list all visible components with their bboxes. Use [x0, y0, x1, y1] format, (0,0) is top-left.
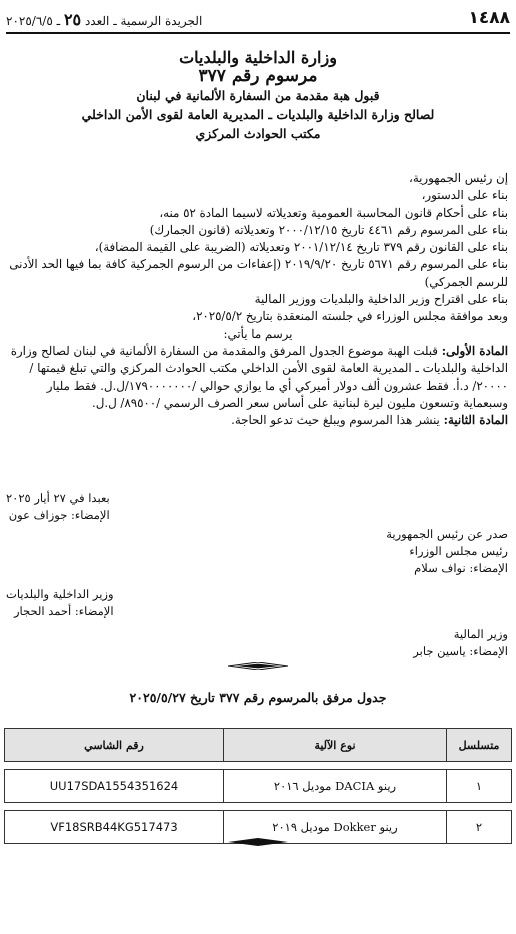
- annex-table: [4, 728, 512, 844]
- decree-titles: [10, 48, 506, 143]
- article-2-text: ينشر هذا المرسوم ويبلغ حيث تدعو الحاجة.: [231, 413, 444, 428]
- interior-minister-signature-block: [6, 586, 114, 620]
- preamble-line: إن رئيس الجمهورية،: [409, 171, 508, 185]
- pm-signature-block: [386, 526, 508, 577]
- finance-minister-title: وزير المالية: [453, 627, 508, 641]
- issue-date: ـ ٢٠٢٥/٦/٥: [6, 14, 61, 28]
- cell-serial: ٢: [447, 811, 512, 844]
- preamble-line: بناء على المرسوم رقم ٤٤٦١ تاريخ ٢٠٠٠/١٢/١٥ وتعديلاته (قانون الجمارك): [149, 222, 508, 237]
- article-1-label: المادة الأولى:: [441, 343, 508, 358]
- decree-formula: يرسم ما يأتي:: [223, 326, 293, 341]
- issued-by: صدر عن رئيس الجمهورية: [386, 527, 508, 541]
- cell-vehicle-type: رينو DACIA موديل ٢٠١٦: [224, 770, 447, 803]
- preamble-line: بناء على المرسوم رقم ٥٦٧١ تاريخ ٢٠١٩/٩/٢٠ (إعفاءات من الرسوم الجمركية كافة بما فيها الحد الأدنى للرسم الجمركي): [9, 257, 508, 289]
- cell-chassis: UU17SDA1554351624: [5, 770, 224, 803]
- signing-date: بعبدا في ٢٧ أيار ٢٠٢٥: [6, 491, 110, 505]
- subject-line-3: مكتب الحوادث المركزي: [195, 126, 321, 141]
- table-spacer: [5, 803, 512, 811]
- cell-chassis: VF18SRB44KG517473: [5, 811, 224, 844]
- section-divider-icon: [228, 662, 288, 670]
- ministry-title: وزارة الداخلية والبلديات: [179, 48, 337, 67]
- cell-vehicle-type: رينو Dokker موديل ٢٠١٩: [224, 811, 447, 844]
- president-signature-block: [6, 490, 110, 524]
- finance-minister-signature-block: [413, 626, 508, 660]
- column-header-vehicle-type: نوع الآلية: [224, 729, 447, 762]
- finance-minister-signature: الإمضاء: ياسين جابر: [413, 644, 508, 658]
- table-row: [5, 770, 512, 803]
- preamble-line: بناء على أحكام قانون المحاسبة العمومية وتعديلاته لاسيما المادة ٥٢ منه،: [159, 205, 508, 220]
- page-number: ١٤٨٨: [468, 8, 510, 28]
- issue-number: ٢٥: [63, 10, 82, 29]
- preamble-line: بناء على اقتراح وزير الداخلية والبلديات ووزير المالية: [254, 292, 508, 307]
- pm-signature: الإمضاء: نواف سلام: [414, 561, 508, 575]
- gazette-name: الجريدة الرسمية ـ العدد: [84, 14, 203, 28]
- column-header-serial: متسلسل: [447, 729, 512, 762]
- article-1-text: قبلت الهبة موضوع الجدول المرفق والمقدمة من السفارة الألمانية في لبنان لصالح وزارة الداخلية والبلديات ـ المديرية العامة لقوى الأمن الداخلي مكتب الحوادث المركزي والتي تبلغ قيمتها /٢٠٠٠٠/ د.أ. فقط عشرون ألف دولار أميركي أي ما يوازي حوالي /١٧٩٠٠٠٠٠٠٠/ل.ل. فقط مليار وسبعماية وتسعون مليون ليرة لبنانية على أساس سعر الصرف الرسمي /٨٩٥٠٠/ ل.ل.: [10, 343, 508, 410]
- preamble-line: بناء على القانون رقم ٣٧٩ تاريخ ٢٠٠١/١٢/١٤ وتعديلاته (الضريبة على القيمة المضافة)،: [94, 240, 508, 255]
- pm-title: رئيس مجلس الوزراء: [409, 544, 508, 558]
- gazette-issue-line: [6, 10, 202, 29]
- interior-minister-title: وزير الداخلية والبلديات: [6, 587, 114, 601]
- interior-minister-signature: الإمضاء: أحمد الحجار: [13, 604, 114, 618]
- table-spacer: [5, 762, 512, 770]
- article-2-label: المادة الثانية:: [443, 413, 508, 428]
- end-divider-icon: [228, 838, 288, 846]
- decree-number: مرسوم رقم ٣٧٧: [198, 66, 318, 86]
- column-header-chassis: رقم الشاسي: [5, 729, 224, 762]
- article-1: [8, 343, 508, 412]
- cell-serial: ١: [447, 770, 512, 803]
- president-signature: الإمضاء: جوزاف عون: [8, 508, 110, 522]
- page-header: [6, 6, 510, 34]
- subject-line-1: قبول هبة مقدمة من السفارة الألمانية في لبنان: [136, 88, 380, 103]
- preamble-line: بناء على الدستور،: [421, 188, 508, 203]
- article-2: [8, 412, 508, 429]
- decree-body: [8, 170, 508, 429]
- table-header-row: [5, 729, 512, 762]
- annex-table-title: جدول مرفق بالمرسوم رقم ٣٧٧ تاريخ ٢٠٢٥/٥/٢٧: [129, 690, 387, 705]
- subject-line-2: لصالح وزارة الداخلية والبلديات ـ المديرية العامة لقوى الأمن الداخلي: [81, 107, 435, 122]
- preamble-line: وبعد موافقة مجلس الوزراء في جلسته المنعقدة بتاريخ ٢٠٢٥/٥/٢،: [192, 309, 508, 324]
